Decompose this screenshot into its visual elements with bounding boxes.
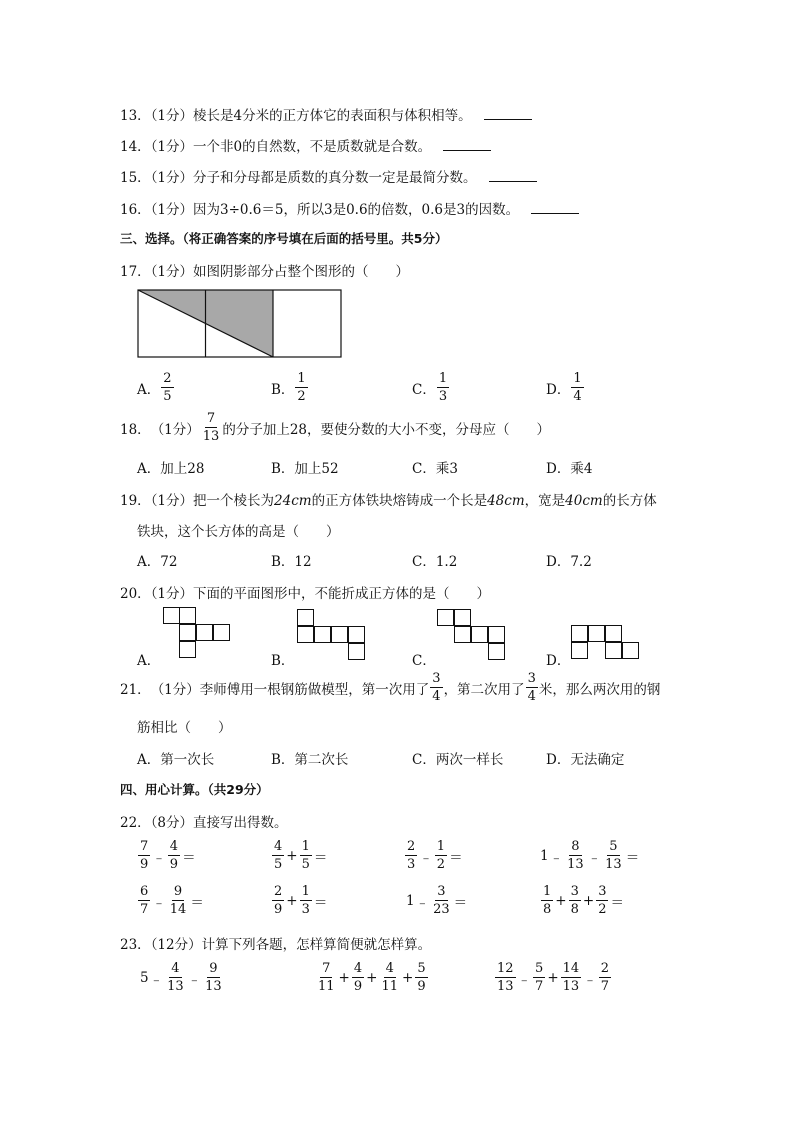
calc-expression: $\frac{7}{9}$ ﹣ $\frac{4}{9}$ ＝	[140, 839, 196, 872]
question-17	[120, 260, 409, 280]
answer-blank[interactable]	[484, 107, 532, 120]
option-fraction	[571, 372, 583, 403]
q-number: 14．	[120, 139, 151, 155]
value: 24	[274, 493, 292, 509]
q17-option-b[interactable]	[271, 372, 309, 403]
calc-expression: $\frac{1}{8}$ + $\frac{3}{8}$ + $\frac{3}{2}$ ＝	[543, 884, 624, 917]
unit: cm	[291, 493, 312, 509]
q20-option-c[interactable]: C．	[412, 653, 436, 669]
calc-expression: $\frac{7}{11}$ + $\frac{4}{9}$ + $\frac{4}{11}$ + $\frac{5}{9}$	[318, 961, 426, 994]
q-number: 17．	[120, 264, 151, 280]
answer-blank[interactable]	[489, 169, 537, 182]
answer-blank[interactable]	[443, 138, 491, 151]
question-21-line2: 筋相比（ ）	[137, 720, 232, 736]
fraction	[430, 672, 442, 703]
answer-blank[interactable]	[531, 201, 579, 214]
calc-expression: 1 ﹣ $\frac{8}{13}$ ﹣ $\frac{5}{13}$ ＝	[540, 839, 640, 872]
calc-expression: $\frac{12}{13}$ ﹣ $\frac{5}{7}$ + $\frac{14}{13}$ ﹣ $\frac{2}{7}$	[497, 961, 609, 994]
q-number: 23．	[120, 937, 151, 953]
denominator: 4	[432, 689, 441, 704]
q21-option-b[interactable]: B．第二次长	[271, 752, 349, 768]
calc-expression: 5 ﹣ $\frac{4}{13}$ ﹣ $\frac{9}{13}$	[140, 961, 222, 994]
q-text: 把一个棱长为	[193, 493, 275, 509]
calc-expression: $\frac{2}{3}$ ﹣ $\frac{1}{2}$ ＝	[407, 839, 463, 872]
q-number: 21．	[120, 681, 151, 698]
q21-option-d[interactable]: D．无法确定	[546, 752, 625, 768]
option-label: A．	[137, 381, 161, 398]
value: 40	[565, 493, 583, 509]
q-text: 的长方体	[602, 493, 657, 509]
option-label: B．	[271, 381, 295, 398]
q19-option-c[interactable]: C．1.2	[412, 554, 458, 570]
q-text: 棱长是4分米的正方体它的表面积与体积相等。	[193, 108, 472, 124]
q-number: 18．	[120, 421, 151, 438]
numerator: 2	[163, 371, 172, 386]
calc-expression: 1 ﹣ $\frac{3}{23}$ ＝	[406, 884, 468, 917]
value: 48	[487, 493, 505, 509]
denominator: 13	[202, 429, 220, 444]
question-13	[120, 104, 532, 124]
q17-option-a[interactable]	[137, 372, 175, 403]
q18-option-a[interactable]: A．加上28	[137, 461, 205, 477]
q-text: ，第二次用了	[443, 681, 525, 698]
option-fraction	[437, 372, 449, 403]
q20-option-b[interactable]: B．	[271, 653, 295, 669]
q-number: 22．	[120, 815, 151, 831]
q-number: 13．	[120, 108, 151, 124]
denominator: 4	[573, 389, 582, 404]
option-label: C．	[412, 381, 436, 398]
question-15	[120, 166, 537, 186]
question-23	[120, 933, 431, 953]
denominator: 4	[527, 689, 536, 704]
q20-option-d[interactable]: D．	[546, 653, 571, 669]
q-score: （8分）	[150, 815, 194, 831]
numerator: 7	[206, 411, 216, 426]
numerator: 3	[527, 671, 536, 686]
option-label: D．	[546, 381, 571, 398]
q19-option-a[interactable]: A．72	[137, 554, 178, 570]
question-22	[120, 811, 288, 831]
q-score: （1分）	[150, 139, 194, 155]
question-16	[120, 198, 579, 218]
q-score: （1分）	[150, 493, 194, 509]
option-fraction	[295, 372, 307, 403]
question-20	[120, 582, 490, 602]
q18-option-c[interactable]: C．乘3	[412, 461, 458, 477]
q-score: （1分）	[150, 421, 200, 438]
q-score: （1分）	[150, 681, 200, 698]
q18-fraction	[201, 412, 222, 443]
q-number: 19．	[120, 493, 151, 509]
q-number: 16．	[120, 202, 151, 218]
q-text: 的正方体铁块熔铸成一个长是	[311, 493, 488, 509]
unit: cm	[504, 493, 525, 509]
q19-option-d[interactable]: D．7.2	[546, 554, 592, 570]
calc-expression: $\frac{6}{7}$ ﹣ $\frac{9}{14}$ ＝	[140, 884, 204, 917]
q-text: 因为3÷0.6＝5，所以3是0.6的倍数，0.6是3的因数。	[193, 202, 520, 218]
q-text: 直接写出得数。	[193, 815, 288, 831]
question-19	[120, 489, 657, 509]
q-score: （1分）	[150, 586, 194, 602]
q-number: 15．	[120, 170, 151, 186]
denominator: 2	[297, 389, 306, 404]
question-18	[120, 412, 550, 443]
calc-expression: $\frac{2}{9}$ + $\frac{1}{3}$ ＝	[274, 884, 328, 917]
calc-expression: $\frac{4}{5}$ + $\frac{1}{5}$ ＝	[274, 839, 328, 872]
option-fraction	[161, 372, 173, 403]
q-text: 一个非0的自然数，不是质数就是合数。	[193, 139, 432, 155]
q-text: ，宽是	[524, 493, 566, 509]
q-score: （12分）	[150, 937, 202, 953]
q-score: （1分）	[150, 202, 194, 218]
q17-option-c[interactable]	[412, 372, 450, 403]
q17-option-d[interactable]	[546, 372, 585, 403]
denominator: 3	[438, 389, 448, 404]
numerator: 1	[438, 371, 448, 386]
shaded-rectangle-figure	[137, 289, 343, 359]
question-21	[120, 672, 660, 703]
unit: cm	[582, 493, 603, 509]
q18-option-b[interactable]: B．加上52	[271, 461, 339, 477]
fraction	[526, 672, 538, 703]
question-19-line2: 铁块，这个长方体的高是（ ）	[137, 524, 340, 540]
section-4-heading: 四、用心计算。（共29分）	[120, 782, 269, 797]
numerator: 1	[573, 371, 582, 386]
q-score: （1分）	[150, 108, 194, 124]
q-text: 分子和分母都是质数的真分数一定是最简分数。	[193, 170, 477, 186]
q19-option-b[interactable]: B．12	[271, 554, 312, 570]
q-score: （1分）	[150, 170, 194, 186]
q21-option-a[interactable]: A．第一次长	[137, 752, 215, 768]
q20-option-a[interactable]: A．	[137, 653, 161, 669]
q-number: 20．	[120, 586, 151, 602]
denominator: 5	[163, 389, 172, 404]
q-text: 的分子加上28，要使分数的大小不变，分母应（ ）	[222, 421, 551, 438]
q-text: 下面的平面图形中，不能折成正方体的是（ ）	[193, 586, 491, 602]
q18-option-d[interactable]: D．乘4	[546, 461, 593, 477]
q-text: 李师傅用一根钢筋做模型，第一次用了	[199, 681, 430, 698]
section-3-heading: 三、选择。（将正确答案的序号填在后面的括号里。共5分）	[120, 231, 448, 246]
q-text: 如图阴影部分占整个图形的（ ）	[193, 264, 410, 280]
q21-option-c[interactable]: C．两次一样长	[412, 752, 504, 768]
numerator: 3	[432, 671, 441, 686]
q-text: 计算下列各题，怎样算简便就怎样算。	[201, 937, 432, 953]
numerator: 1	[297, 371, 306, 386]
question-14	[120, 135, 491, 155]
q-score: （1分）	[150, 264, 194, 280]
q-text: 米，那么两次用的钢	[538, 681, 661, 698]
